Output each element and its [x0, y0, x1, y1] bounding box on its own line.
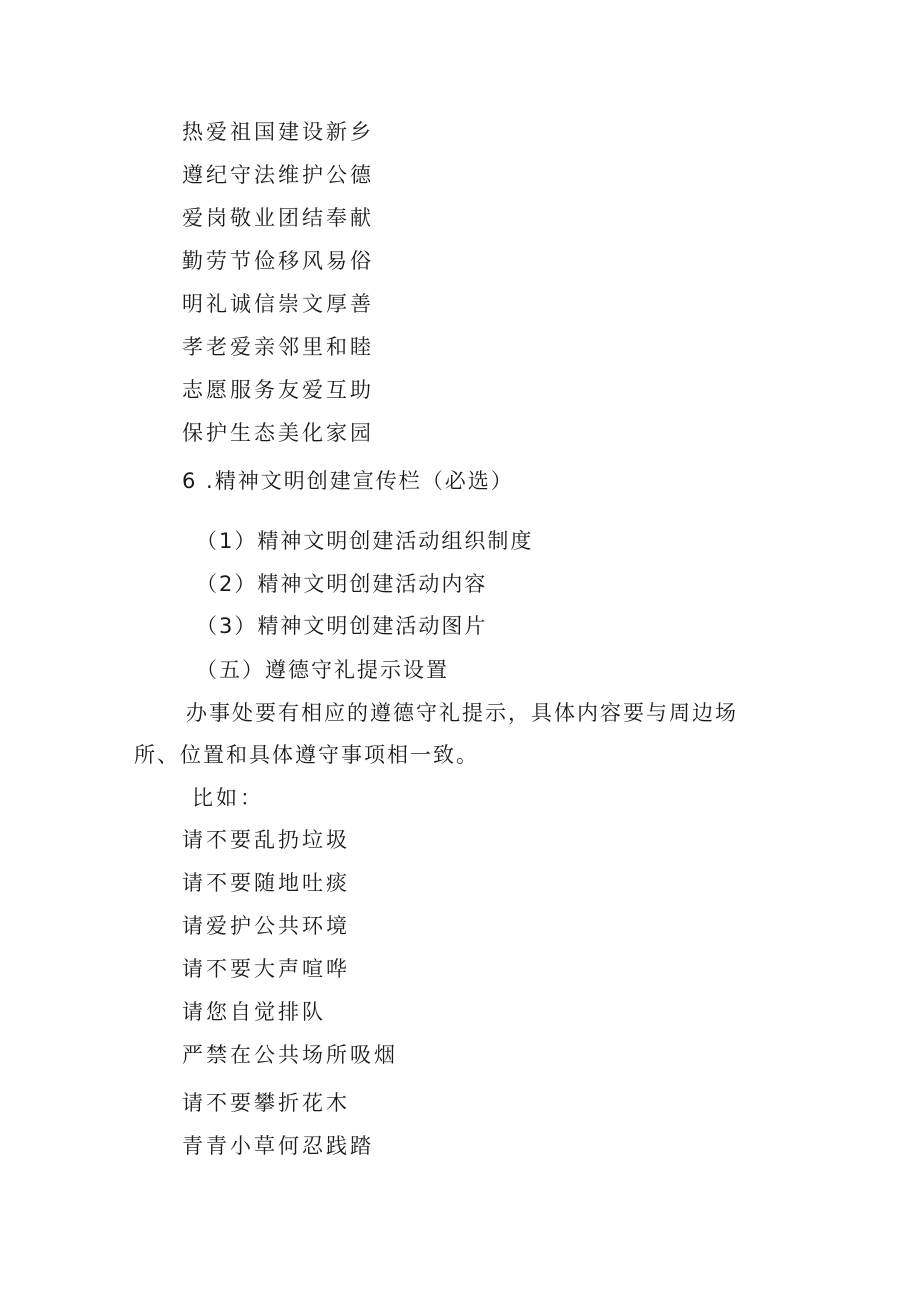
slogan-line: 遵纪守法维护公德 [182, 163, 374, 187]
example-line: 请不要大声喧哗 [182, 957, 350, 981]
section-6-item: （1）精神文明创建活动组织制度 [196, 529, 534, 553]
example-line: 请爱护公共环境 [182, 914, 350, 938]
section-6-item: （3）精神文明创建活动图片 [196, 614, 488, 638]
slogan-line: 爱岗敬业团结奉献 [182, 206, 374, 230]
example-line: 青青小草何忍践踏 [182, 1134, 374, 1158]
slogan-line: 保护生态美化家园 [182, 421, 374, 445]
example-line: 严禁在公共场所吸烟 [182, 1043, 398, 1067]
section-6-heading: 6 .精神文明创建宣传栏（必选） [182, 469, 514, 493]
slogan-line: 明礼诚信崇文厚善 [182, 292, 374, 316]
slogan-line: 勤劳节俭移风易俗 [182, 249, 374, 273]
section-5-heading: （五）遵德守礼提示设置 [196, 658, 449, 682]
example-label: 比如： [192, 786, 264, 810]
example-line: 请不要随地吐痰 [182, 871, 350, 895]
slogan-line: 孝老爱亲邻里和睦 [182, 335, 374, 359]
example-line: 请不要乱扔垃圾 [182, 828, 350, 852]
slogan-line: 热爱祖国建设新乡 [182, 120, 374, 144]
example-line: 请您自觉排队 [182, 1000, 326, 1024]
section-6-item: （2）精神文明创建活动内容 [196, 572, 488, 596]
slogan-line: 志愿服务友爱互助 [182, 378, 374, 402]
example-line: 请不要攀折花木 [182, 1091, 350, 1115]
paragraph-line: 办事处要有相应的遵德守礼提示，具体内容要与周边场 [186, 701, 738, 725]
paragraph-line: 所、位置和具体遵守事项相一致。 [134, 743, 479, 767]
